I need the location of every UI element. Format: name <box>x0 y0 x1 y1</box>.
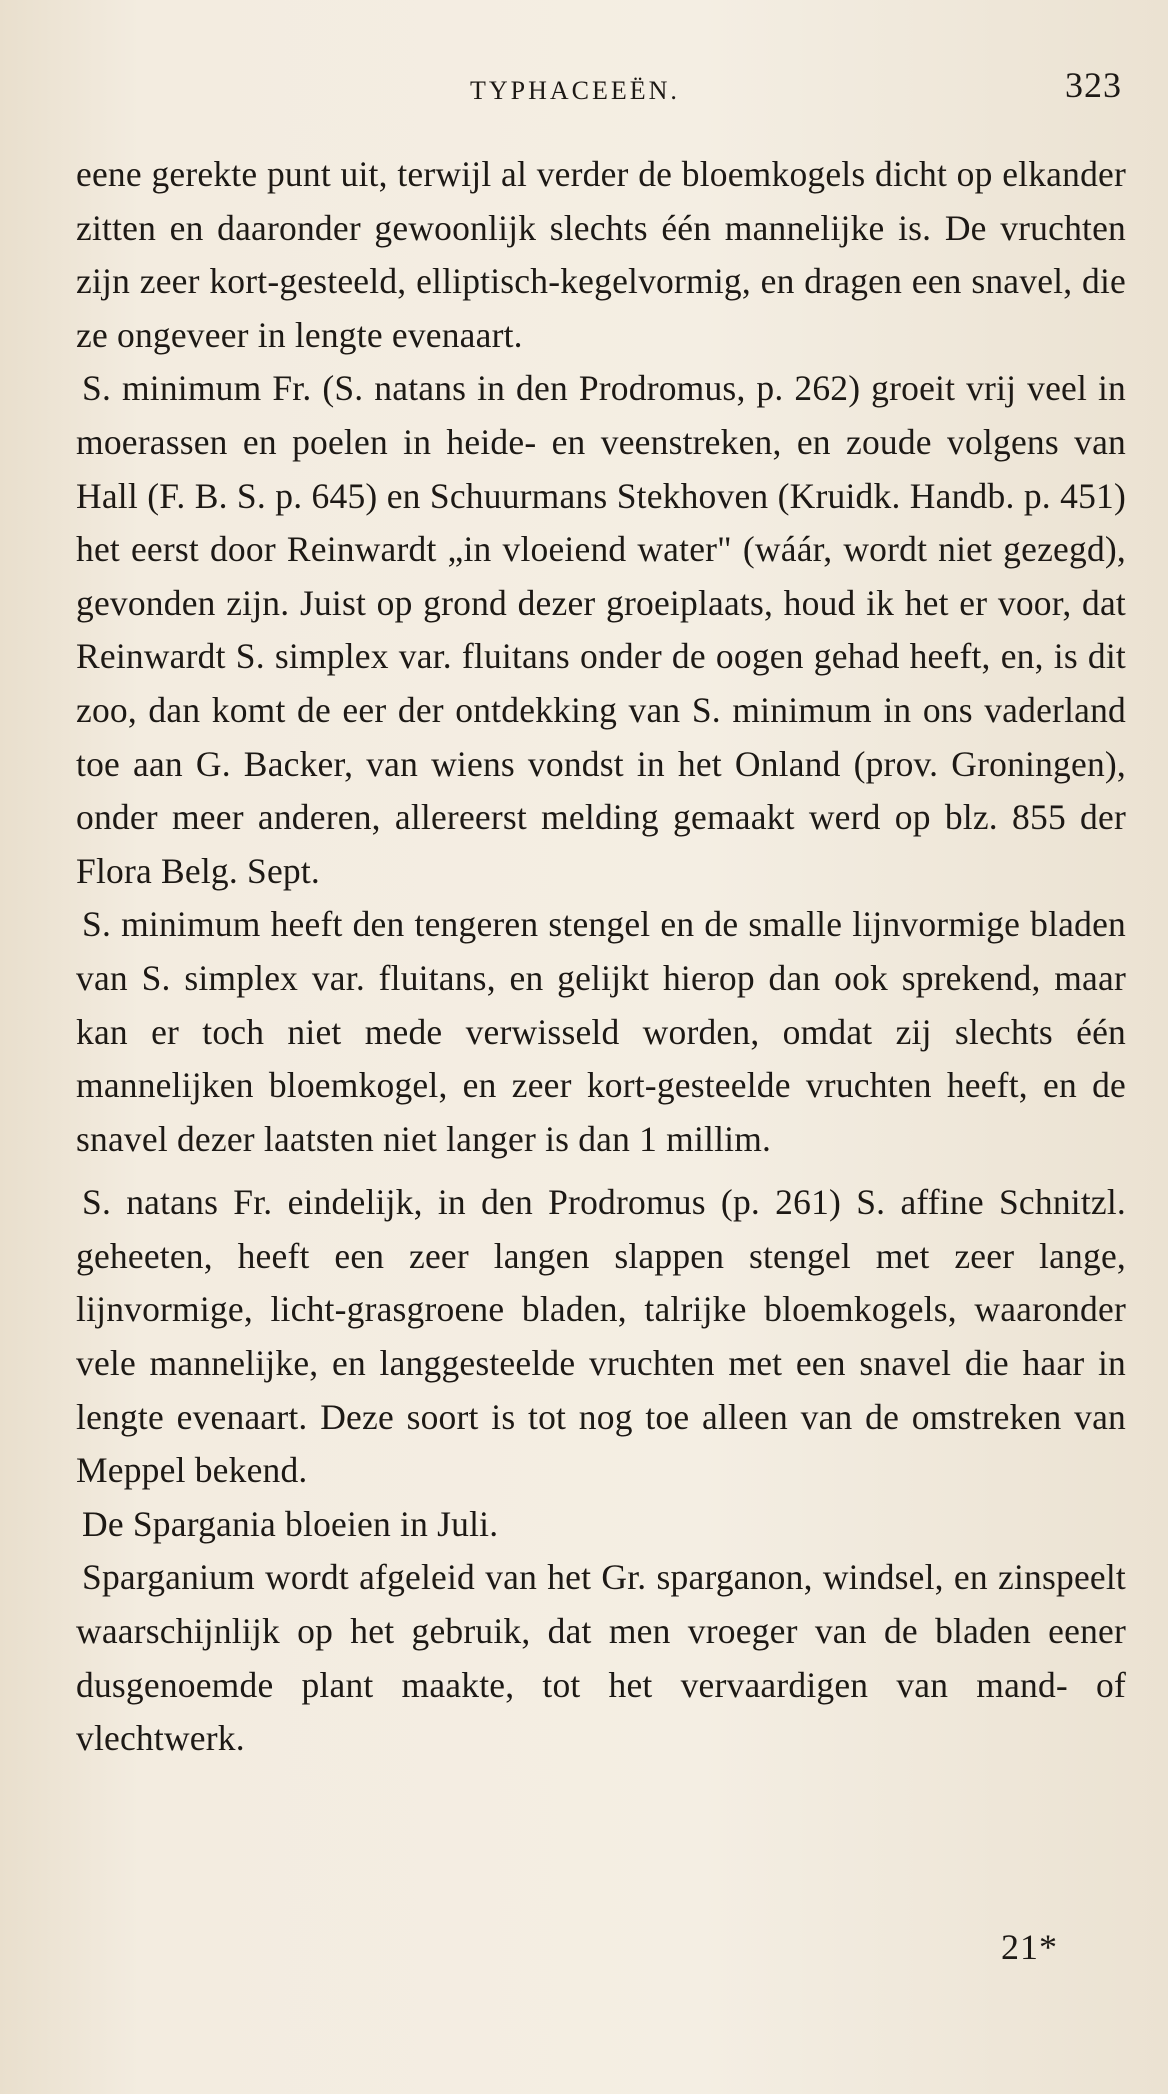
page-number: 323 <box>1065 65 1122 105</box>
signature-mark: 21* <box>1001 1927 1058 1967</box>
paragraph-5: De Spargania bloeien in Juli. <box>82 1503 499 1544</box>
paragraph-2: S. minimum Fr. (S. natans in den Prodromus, p. 262) groeit vrij veel in moerassen en poelen in heide- en veenstreken, en zoude volgens van Hall (F. B. S. p. 645) en Schuurmans Stekhoven (Kruidk. Handb. p. 451) het eerst door Reinwardt „in vloeiend water" (wáár, wordt niet gezegd), gevonden zijn. Juist op grond dezer groeiplaats, houd ik het er voor, dat Reinwardt S. simplex var. fluitans onder de oogen gehad heeft, en, is dit zoo, dan komt de eer der ontdekking van S. minimum in ons vaderland toe aan G. Backer, van wiens vondst in het Onland (prov. Groningen), onder meer anderen, allereerst melding gemaakt werd op blz. 855 der Flora Belg. Sept. <box>76 368 1126 891</box>
body-text <box>76 148 1126 1766</box>
paragraph-4: S. natans Fr. eindelijk, in den Prodromus (p. 261) S. affine Schnitzl. geheeten, heeft een zeer langen slappen stengel met zeer lange, lijnvormige, licht-grasgroene bladen, talrijke bloemkogels, waaronder vele mannelijke, en langgesteelde vruchten met een snavel die haar in lengte evenaart. Deze soort is tot nog toe alleen van de omstreken van Meppel bekend. <box>76 1182 1126 1491</box>
running-head: TYPHACEEËN. <box>470 76 680 105</box>
paragraph-1: eene gerekte punt uit, terwijl al verder de bloemkogels dicht op elkander zitten en daaronder gewoonlijk slechts één mannelijke is. De vruchten zijn zeer kort-gesteeld, elliptisch-kegelvormig, en dragen een snavel, die ze ongeveer in lengte evenaart. <box>76 154 1126 355</box>
paragraph-3: S. minimum heeft den tengeren stengel en de smalle lijnvormige bladen van S. simplex var. fluitans, en gelijkt hierop dan ook sprekend, maar kan er toch niet mede verwisseld worden, omdat zij slechts één mannelijken bloemkogel, en zeer kort-gesteelde vruchten heeft, en de snavel dezer laatsten niet langer is dan 1 millim. <box>76 904 1126 1159</box>
page-header <box>0 62 1168 122</box>
paragraph-6: Sparganium wordt afgeleid van het Gr. sparganon, windsel, en zinspeelt waarschijnlijk op het gebruik, dat men vroeger van de bladen eener dusgenoemde plant maakte, tot het vervaardigen van mand- of vlechtwerk. <box>76 1557 1126 1759</box>
